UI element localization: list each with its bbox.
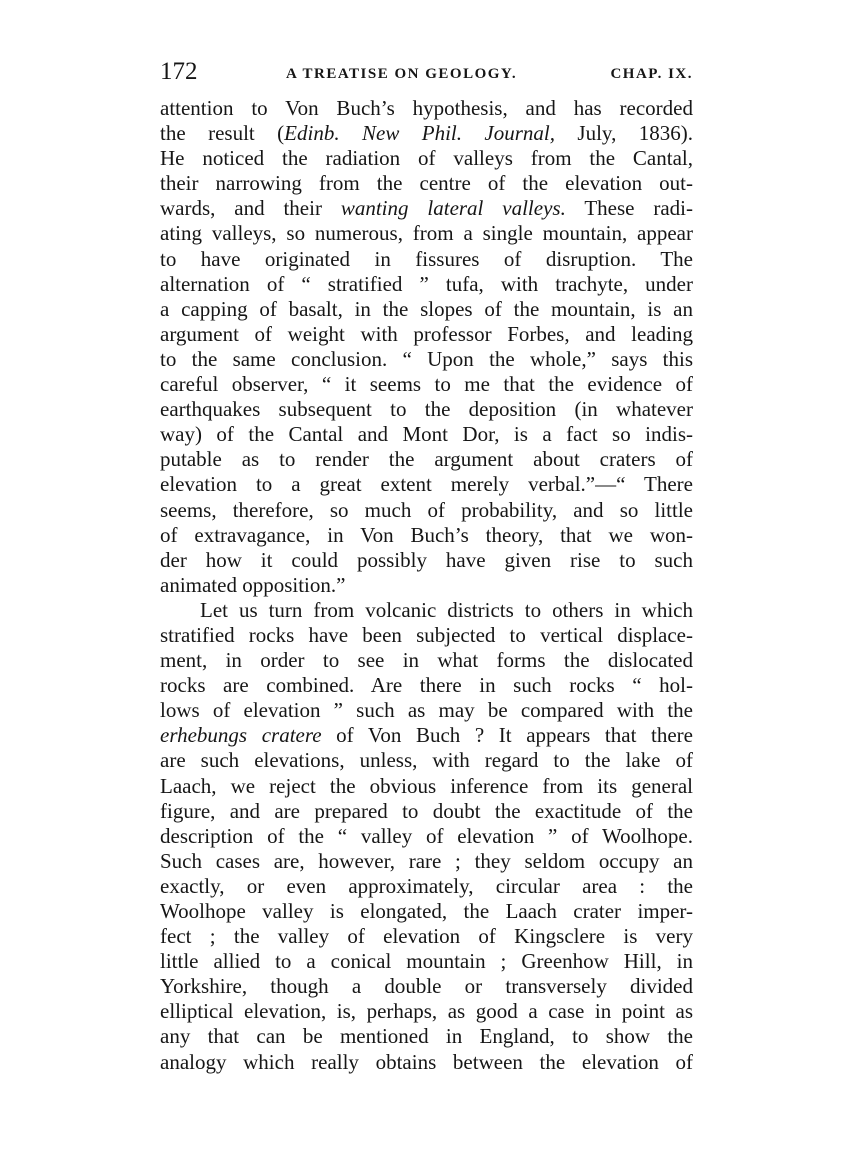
text-segment: wards, and their: [160, 196, 341, 221]
running-title: A TREATISE ON GEOLOGY.: [286, 66, 518, 82]
text-line: [160, 949, 693, 974]
text-segment: of extravagance, in Von Buch’s theory, that we won-: [160, 522, 693, 547]
text-line: [160, 874, 693, 899]
text-segment: analogy which really obtains between the elevation of: [160, 1049, 693, 1074]
text-segment: lows of elevation ” such as may be compared with the: [160, 698, 693, 723]
text-segment: stratified rocks have been subjected to vertical displace-: [160, 622, 693, 647]
text-line: [160, 498, 693, 523]
text-line: [160, 673, 693, 698]
italic-text: wanting lateral valleys.: [340, 196, 566, 221]
text-segment: careful observer, “ it seems to me that the evidence of: [160, 372, 693, 397]
text-segment: of Von Buch ? It appears that there: [321, 723, 693, 748]
text-segment: the result (: [160, 121, 285, 146]
text-segment: Such cases are, however, rare ; they seldom occupy an: [160, 848, 693, 873]
text-line: [160, 573, 693, 598]
text-segment: Laach, we reject the obvious inference from its general: [160, 773, 693, 798]
text-line: [160, 1050, 693, 1075]
text-line: [160, 422, 693, 447]
text-line: [160, 1024, 693, 1049]
italic-text: erhebungs cratere: [160, 723, 322, 748]
text-segment: are such elevations, unless, with regard to the lake of: [160, 748, 693, 773]
text-segment: July, 1836).: [555, 121, 693, 146]
text-line: [160, 397, 693, 422]
text-segment: rocks are combined. Are there in such rocks “ hol-: [160, 673, 693, 698]
text-line: [160, 472, 693, 497]
text-segment: Let us turn from volcanic districts to others in which: [200, 597, 693, 622]
running-header: [160, 58, 693, 86]
chapter-label: CHAP. IX.: [610, 66, 693, 82]
text-segment: seems, therefore, so much of probability, and so little: [160, 497, 693, 522]
text-line: [160, 347, 693, 372]
text-line: [160, 799, 693, 824]
text-line: [160, 648, 693, 673]
text-line: [160, 171, 693, 196]
text-segment: earthquakes subsequent to the deposition (in whatever: [160, 397, 693, 422]
text-segment: Woolhope valley is elongated, the Laach crater imper-: [160, 899, 693, 923]
text-segment: description of the “ valley of elevation ” of Woolhope.: [160, 823, 693, 848]
text-segment: to have originated in fissures of disruption. The: [160, 246, 693, 271]
text-segment: figure, and are prepared to doubt the exactitude of the: [160, 798, 693, 823]
page-number: 172: [160, 58, 198, 85]
text-line: [160, 272, 693, 297]
text-segment: These radi-: [565, 196, 693, 221]
text-segment: der how it could possibly have given rise to such: [160, 547, 693, 572]
text-segment: argument of weight with professor Forbes, and leading: [160, 321, 693, 346]
text-line: [160, 146, 693, 171]
text-line: [160, 523, 693, 548]
text-line: [160, 96, 693, 121]
body-text: [160, 96, 693, 1075]
text-segment: a capping of basalt, in the slopes of the mountain, is an: [160, 296, 693, 321]
text-segment: He noticed the radiation of valleys from the Cantal,: [160, 146, 693, 171]
text-line: [160, 999, 693, 1024]
text-line: [160, 849, 693, 874]
text-line: [160, 774, 693, 799]
text-line: [160, 247, 693, 272]
text-segment: attention to Von Buch’s hypothesis, and has recorded: [160, 96, 693, 120]
text-segment: ment, in order to see in what forms the dislocated: [160, 648, 693, 673]
text-line: [160, 899, 693, 924]
text-line: [160, 447, 693, 472]
text-line: [160, 748, 693, 773]
text-line: [160, 623, 693, 648]
text-segment: animated opposition.”: [160, 572, 346, 597]
text-segment: elliptical elevation, is, perhaps, as good a case in point as: [160, 999, 693, 1024]
italic-text: Edinb. New Phil. Journal,: [284, 121, 555, 146]
text-line: [160, 372, 693, 397]
text-line: [160, 221, 693, 246]
text-segment: putable as to render the argument about craters of: [160, 447, 693, 472]
text-segment: Yorkshire, though a double or transversely divided: [160, 974, 693, 999]
text-segment: ating valleys, so numerous, from a single mountain, appear: [160, 221, 693, 246]
text-segment: little allied to a conical mountain ; Greenhow Hill, in: [160, 949, 693, 974]
text-line: [160, 121, 693, 146]
text-line: [160, 924, 693, 949]
text-line: [160, 974, 693, 999]
text-line: [160, 548, 693, 573]
text-line: [160, 322, 693, 347]
text-segment: way) of the Cantal and Mont Dor, is a fact so indis-: [160, 422, 693, 447]
text-line: [160, 598, 693, 623]
text-segment: to the same conclusion. “ Upon the whole,” says this: [160, 346, 693, 371]
text-line: [160, 698, 693, 723]
text-segment: fect ; the valley of elevation of Kingsclere is very: [160, 924, 693, 949]
text-segment: alternation of “ stratified ” tufa, with trachyte, under: [160, 271, 693, 296]
text-segment: their narrowing from the centre of the elevation out-: [160, 171, 693, 196]
text-line: [160, 297, 693, 322]
text-line: [160, 723, 693, 748]
text-segment: elevation to a great extent merely verbal.”—“ There: [160, 472, 693, 497]
text-segment: any that can be mentioned in England, to show the: [160, 1024, 693, 1049]
text-line: [160, 824, 693, 849]
text-line: [160, 196, 693, 221]
text-segment: exactly, or even approximately, circular area : the: [160, 873, 693, 898]
